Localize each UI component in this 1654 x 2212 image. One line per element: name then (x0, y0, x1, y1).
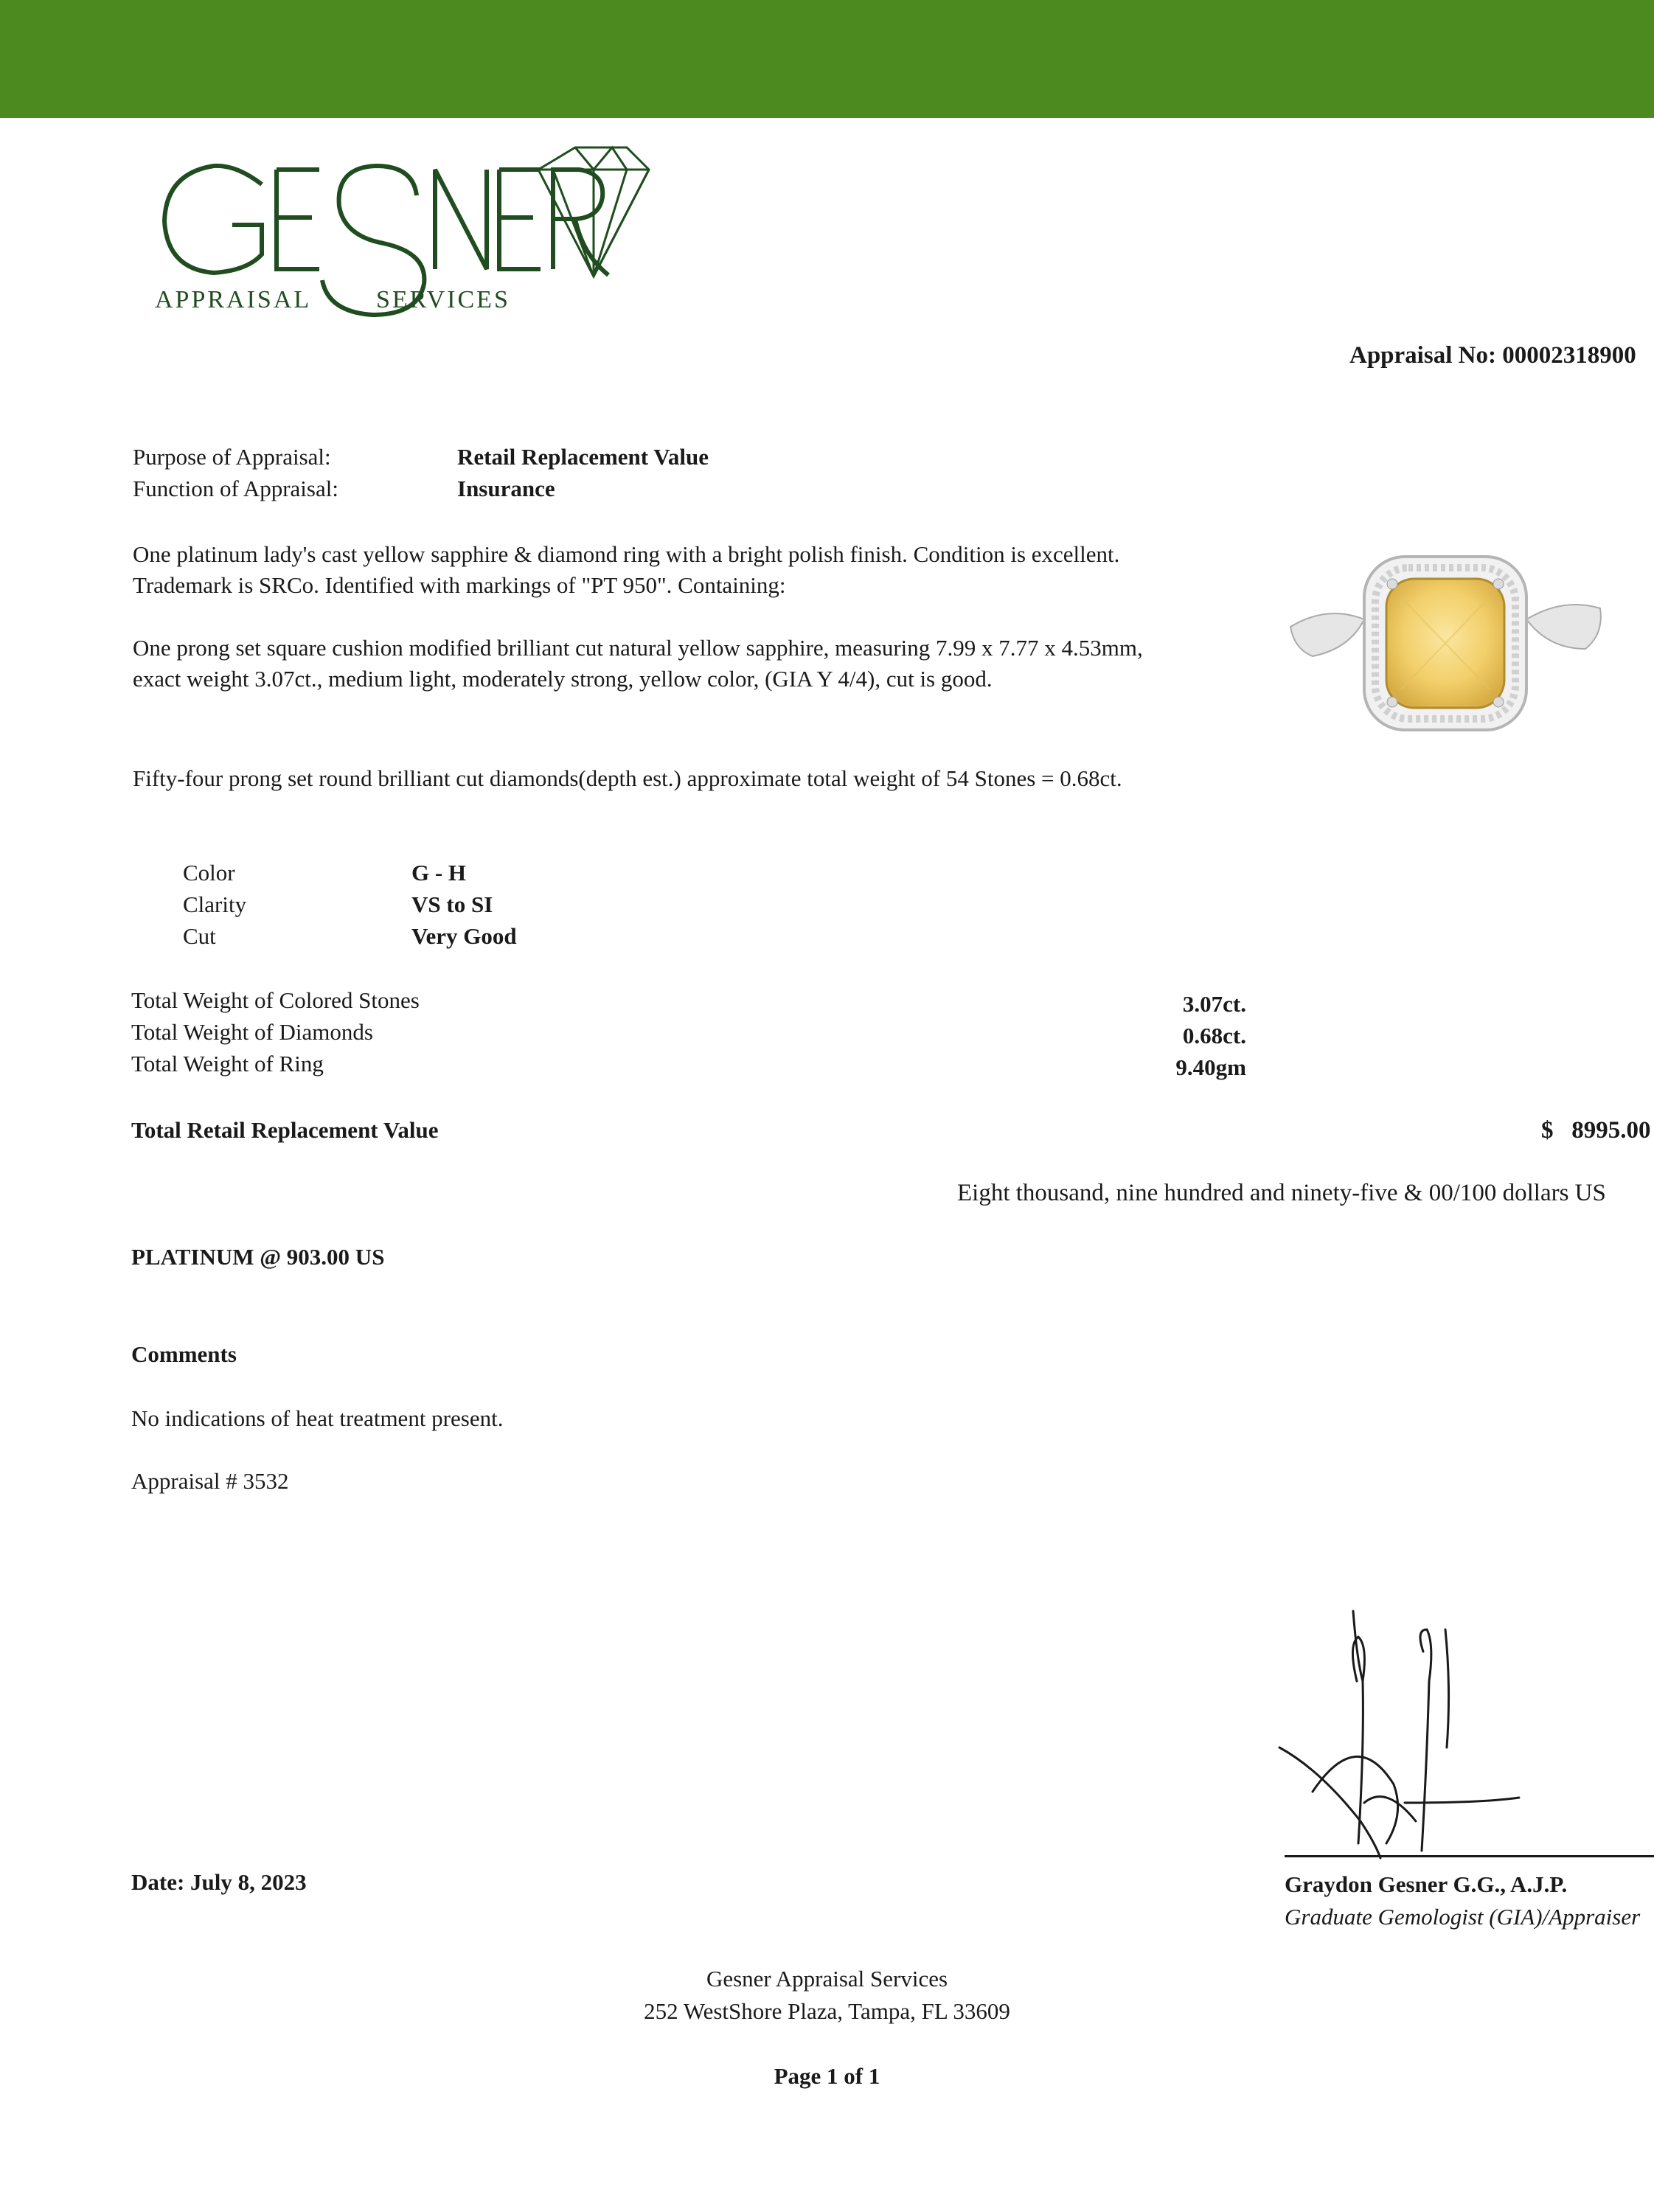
gesner-logo (151, 144, 653, 321)
spec-label: Cut (183, 923, 216, 949)
comments-text: No indications of heat treatment present. (131, 1405, 504, 1431)
appraisal-reference: Appraisal # 3532 (131, 1468, 289, 1494)
weight-value: 9.40gm (1175, 1054, 1246, 1080)
weight-label: Total Weight of Diamonds (131, 1019, 373, 1045)
spec-row (183, 920, 517, 952)
purpose-row (133, 441, 709, 473)
signature-line (1285, 1855, 1654, 1857)
total-value-label: Total Retail Replacement Value (131, 1117, 439, 1143)
logo-wordmark: GESNER (151, 144, 154, 145)
function-value: Insurance (457, 476, 555, 501)
appraisal-purpose-block (133, 441, 709, 504)
spec-label: Clarity (183, 891, 247, 917)
diamond-specs (183, 857, 517, 952)
footer (0, 1963, 1654, 2093)
currency-symbol: $ (1541, 1117, 1554, 1144)
appraisal-number-value: 00002318900 (1502, 342, 1636, 369)
footer-address: 252 WestShore Plaza, Tampa, FL 33609 (644, 1998, 1010, 2024)
signer-title: Graduate Gemologist (GIA)/Appraiser (1285, 1904, 1641, 1930)
purpose-value: Retail Replacement Value (457, 444, 709, 470)
amount-value: 8995.00 (1571, 1117, 1651, 1144)
logo-line2: SERVICES (376, 286, 510, 313)
appraisal-number (1349, 342, 1636, 369)
spec-row (183, 857, 517, 888)
appraisal-number-label: Appraisal No: (1349, 342, 1496, 369)
comments-heading: Comments (131, 1341, 237, 1367)
purpose-label: Purpose of Appraisal: (133, 444, 331, 470)
page-number: Page 1 of 1 (774, 2063, 880, 2089)
weight-label: Total Weight of Ring (131, 1051, 324, 1077)
platinum-price: PLATINUM @ 903.00 US (131, 1244, 385, 1270)
top-color-band (0, 0, 1654, 118)
diamonds-description: Fifty-four prong set round brilliant cut diamonds(depth est.) approximate total weight of 54 Stones = 0.68ct. (133, 765, 1122, 791)
total-value-amount (1541, 1117, 1651, 1144)
ring-photo (1283, 538, 1608, 745)
spec-row (183, 888, 517, 920)
spec-value: VS to SI (411, 891, 493, 917)
footer-company: Gesner Appraisal Services (706, 1966, 948, 1992)
weight-value: 0.68ct. (1182, 1023, 1246, 1048)
spec-value: G - H (411, 860, 467, 886)
weight-labels (131, 984, 420, 1079)
weight-values (1150, 988, 1246, 1083)
appraisal-date: Date: July 8, 2023 (131, 1869, 307, 1895)
sapphire-description: One prong set square cushion modified brilliant cut natural yellow sapphire, measuring 7.99 x 7.77 x 4.53mm, exact weight 3.07ct., medium light, moderately strong, yellow color, (GIA Y 4/4), cut is good. (133, 635, 1143, 692)
spec-value: Very Good (411, 923, 517, 949)
total-value-words: Eight thousand, nine hundred and ninety-five & 00/100 dollars US (957, 1180, 1606, 1206)
function-label: Function of Appraisal: (133, 476, 338, 501)
signature (1276, 1600, 1654, 1865)
weight-label: Total Weight of Colored Stones (131, 987, 420, 1013)
logo-line1: APPRAISAL (155, 286, 312, 313)
spec-label: Color (183, 860, 235, 886)
ring-description: One platinum lady's cast yellow sapphire & diamond ring with a bright polish finish. Condition is excellent. Trademark is SRCo. Identified with markings of "PT 950". Containing: (133, 541, 1120, 598)
signer-name: Graydon Gesner G.G., A.J.P. (1285, 1871, 1568, 1897)
weight-value: 3.07ct. (1182, 991, 1246, 1017)
function-row (133, 473, 709, 504)
